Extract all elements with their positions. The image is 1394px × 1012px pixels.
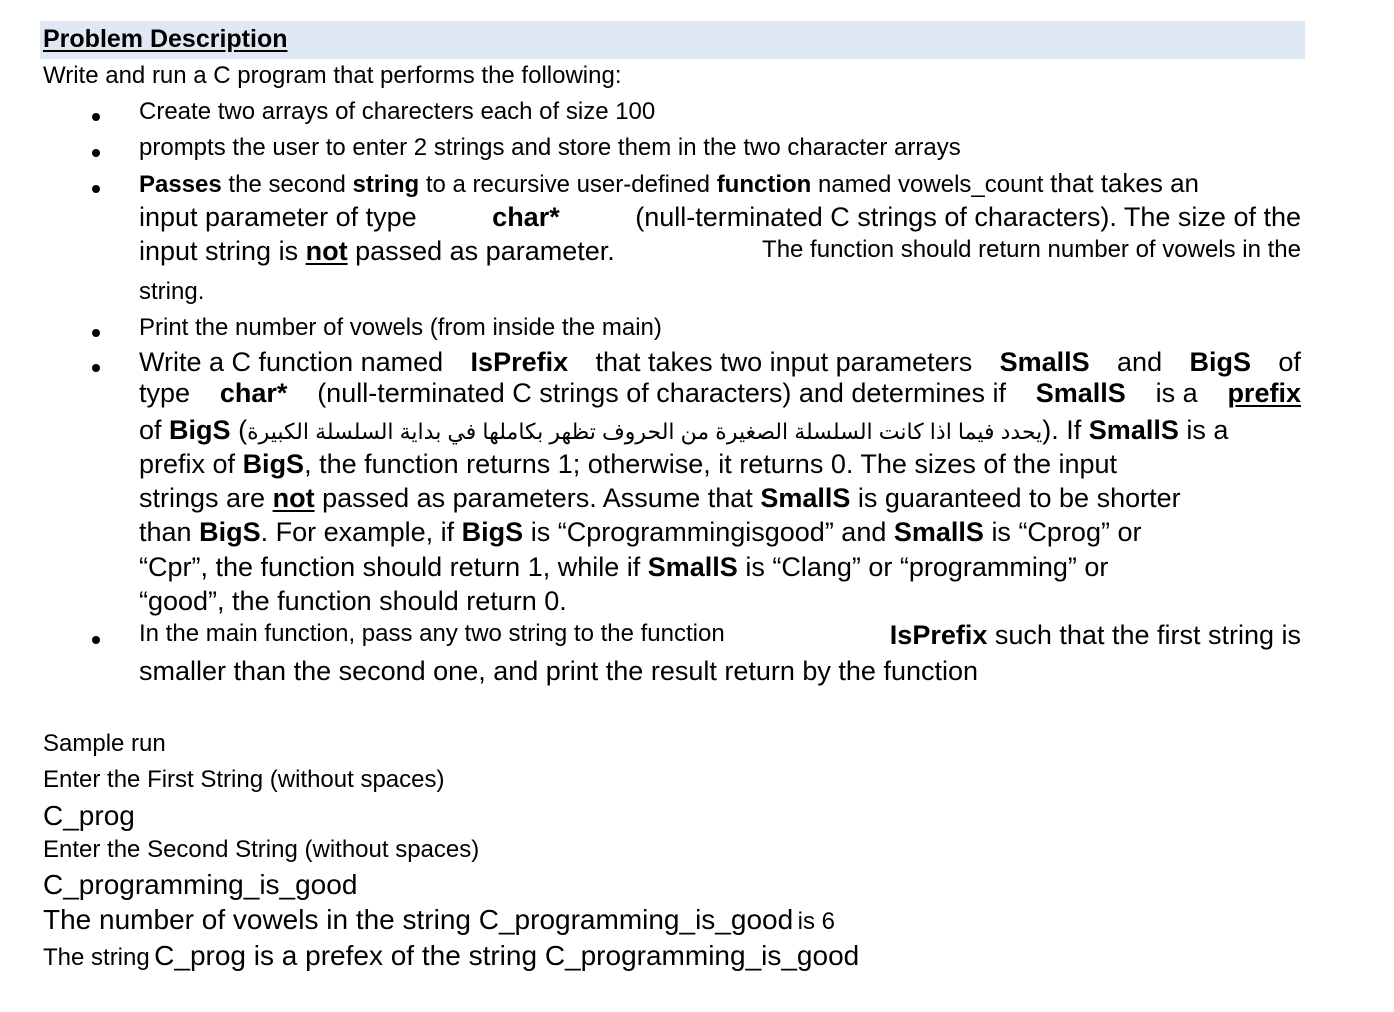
text: the second xyxy=(228,171,346,198)
emphasis: not xyxy=(305,235,348,266)
text: is a xyxy=(1155,378,1198,409)
text: (null-terminated C strings of characters). The size of the xyxy=(635,201,1301,232)
text: Write a C function named xyxy=(139,347,444,377)
keyword: char* xyxy=(219,378,288,409)
text: type xyxy=(139,378,191,409)
list-item-1: Create two arrays of charecters each of size 100 xyxy=(139,98,656,125)
list-item-3-line-4: string. xyxy=(139,278,205,305)
text: of xyxy=(1278,347,1301,377)
bullet-icon xyxy=(92,113,100,121)
keyword: IsPrefix xyxy=(470,347,569,377)
list-item-6-line-1 xyxy=(139,620,1301,651)
keyword: function xyxy=(716,171,812,198)
text: is guaranteed to be shorter xyxy=(857,483,1181,513)
bullet-icon xyxy=(92,636,100,644)
keyword: SmallS xyxy=(999,347,1090,377)
sample-output-1 xyxy=(43,904,835,936)
list-item-6-line-2: smaller than the second one, and print the result return by the function xyxy=(139,656,979,686)
keyword: Passes xyxy=(139,171,222,198)
list-item-3 xyxy=(139,169,1301,267)
keyword: SmallS xyxy=(1088,415,1179,445)
list-item-5-line-4 xyxy=(139,449,1117,480)
text: is 6 xyxy=(797,908,835,935)
sample-prompt-1: Enter the First String (without spaces) xyxy=(43,766,445,793)
keyword: BigS xyxy=(1189,347,1251,377)
keyword: SmallS xyxy=(893,517,984,547)
keyword: SmallS xyxy=(647,552,738,582)
text: passed as parameter. xyxy=(355,235,615,266)
bullet-icon xyxy=(92,185,100,193)
text: and xyxy=(1117,347,1163,377)
sample-prompt-2: Enter the Second String (without spaces) xyxy=(43,836,480,863)
list-item-5-line-5 xyxy=(139,483,1181,514)
text: The string xyxy=(43,944,150,971)
text: strings are xyxy=(139,483,266,513)
list-item-5-line-2 xyxy=(139,378,1301,409)
list-item-2: prompts the user to enter 2 strings and store them in the two character arrays xyxy=(139,134,961,161)
bullet-icon xyxy=(92,364,100,372)
emphasis: prefix xyxy=(1227,378,1301,409)
text: that takes two input parameters xyxy=(595,347,973,377)
keyword: BigS xyxy=(242,449,305,479)
text: prefix of xyxy=(139,449,236,479)
list-item-5-line-6 xyxy=(139,517,1141,548)
list-item-3-line-3 xyxy=(139,236,1301,267)
list-item-4: Print the number of vowels (from inside the main) xyxy=(139,314,662,341)
text: is “Cprog” or xyxy=(991,517,1142,547)
text: to a recursive user-defined xyxy=(425,171,711,198)
text: (null-terminated C strings of characters) and determines if xyxy=(317,378,1006,409)
page-title: Problem Description xyxy=(43,25,288,53)
text: is “Cprogrammingisgood” and xyxy=(530,517,887,547)
keyword: BigS xyxy=(199,517,261,547)
keyword: string xyxy=(352,171,420,198)
keyword: SmallS xyxy=(760,483,851,513)
text: is a xyxy=(1186,415,1229,445)
arabic-text: يحدد فيما اذا كانت السلسلة الصغيرة من الحروف تظهر بكاملها في بداية السلسلة الكبيرة xyxy=(247,419,1043,444)
list-item-6 xyxy=(139,620,1301,651)
keyword: char* xyxy=(492,201,560,232)
keyword: SmallS xyxy=(1035,378,1126,409)
emphasis: not xyxy=(272,483,315,513)
list-item-5-line-8: “good”, the function should return 0. xyxy=(139,586,567,616)
text: C_prog is a prefex of the string C_programming_is_good xyxy=(154,940,860,971)
text: is “Clang” or “programming” or xyxy=(745,552,1109,582)
intro-text: Write and run a C program that performs the following: xyxy=(43,62,622,89)
sample-output-2 xyxy=(43,940,859,972)
sample-input-2: C_programming_is_good xyxy=(43,869,358,900)
text: , the function returns 1; otherwise, it returns 0. The sizes of the input xyxy=(304,449,1118,479)
list-item-5 xyxy=(139,347,1301,409)
list-item-5-line-1 xyxy=(139,347,1301,378)
text: . For example, if xyxy=(260,517,455,547)
text: input parameter of type xyxy=(139,201,417,232)
text: The function should return number of vowels in the xyxy=(762,235,1301,263)
text: input string is xyxy=(139,235,299,266)
text: passed as parameters. Assume that xyxy=(322,483,753,513)
list-item-3-line-2 xyxy=(139,202,1301,233)
keyword: IsPrefix xyxy=(889,620,988,650)
keyword: BigS xyxy=(461,517,524,547)
text: “Cpr”, the function should return 1, while if xyxy=(139,552,641,582)
keyword: BigS xyxy=(169,415,231,445)
text: of xyxy=(139,415,162,445)
section-header xyxy=(40,21,1305,59)
list-item-5-line-7 xyxy=(139,552,1108,583)
list-item-3-line-1 xyxy=(139,169,1301,199)
text: than xyxy=(139,517,192,547)
bullet-icon xyxy=(92,329,100,337)
list-item-5-line-3: of BigS (يحدد فيما اذا كانت السلسلة الصغيرة من الحروف تظهر بكاملها في بداية السلسلة الكبيرة). If SmallS is a xyxy=(139,415,1229,445)
text: that takes an xyxy=(1050,168,1200,198)
text: such that the first string is xyxy=(994,620,1301,650)
text: The number of vowels in the string C_programming_is_good xyxy=(43,904,794,935)
text: named vowels_count xyxy=(818,171,1044,198)
text: ). If xyxy=(1042,415,1082,445)
sample-run-label: Sample run xyxy=(43,730,166,757)
text: In the main function, pass any two string to the function xyxy=(139,620,725,647)
bullet-icon xyxy=(92,149,100,157)
sample-input-1: C_prog xyxy=(43,800,135,831)
